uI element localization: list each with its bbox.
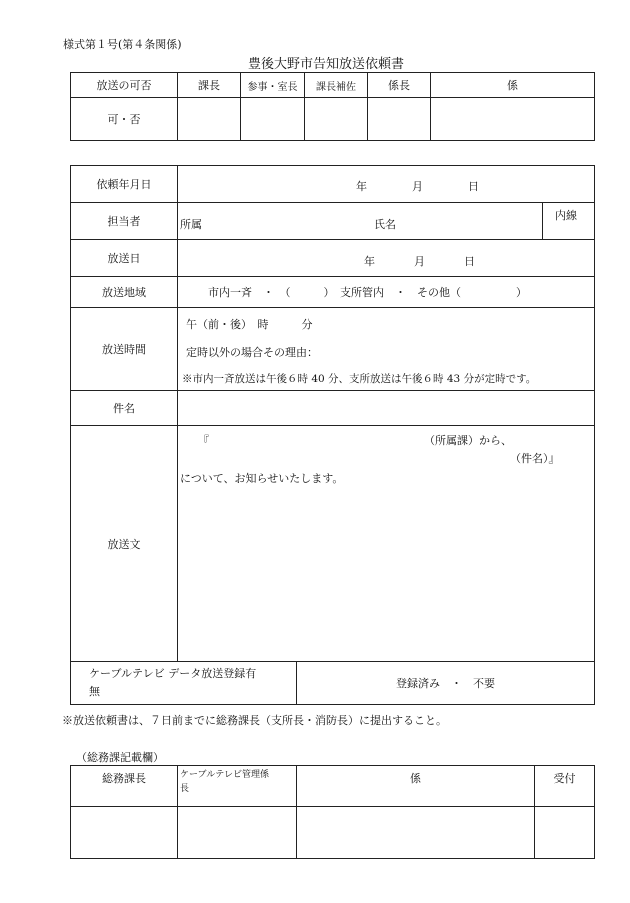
ext-label: 内線 xyxy=(555,209,577,222)
approval-table xyxy=(70,72,595,141)
page-title: 豊後大野市告知放送依頼書 xyxy=(248,57,405,72)
name-label: 氏名 xyxy=(374,218,396,231)
person-field[interactable] xyxy=(178,203,595,240)
approval-stamp-cell[interactable] xyxy=(368,98,431,141)
approval-header: 係長 xyxy=(368,73,431,98)
cable-label-cont: 無 xyxy=(89,685,100,698)
time-label: 放送時間 xyxy=(71,308,178,391)
text-label: 放送文 xyxy=(71,426,178,662)
area-label: 放送地域 xyxy=(71,277,178,308)
approval-header: 放送の可否 xyxy=(71,73,178,98)
approval-header: 参事・室長 xyxy=(241,73,305,98)
area-options: 市内一斉 ・ （ ） 支所管内 ・ その他（ ） xyxy=(208,286,527,299)
admin-header: 総務課長 xyxy=(71,766,178,807)
approval-stamp-cell[interactable] xyxy=(178,98,241,141)
admin-caption: （総務課記載欄） xyxy=(76,751,164,764)
approval-header: 課長 xyxy=(178,73,241,98)
ext-box[interactable] xyxy=(542,203,595,239)
subject-field[interactable] xyxy=(178,391,595,426)
admin-header: 受付 xyxy=(535,766,595,807)
request-date-field[interactable]: 年 月 日 xyxy=(178,166,595,203)
approval-header: 課長補佐 xyxy=(305,73,368,98)
time-line-2: 定時以外の場合その理由： xyxy=(186,346,318,359)
person-label: 担当者 xyxy=(71,203,178,240)
broadcast-date-label: 放送日 xyxy=(71,240,178,277)
cable-value[interactable]: 登録済み ・ 不要 xyxy=(297,662,595,705)
admin-table xyxy=(70,765,595,859)
cable-label: ケーブルテレビ データ放送登録有 xyxy=(89,667,257,680)
text-field[interactable]: 『 （所属課）から、 （件名）』 について、お知らせいたします。 xyxy=(178,426,595,662)
broadcast-date-field[interactable]: 年 月 日 xyxy=(178,240,595,277)
cable-label-cell xyxy=(71,662,297,705)
admin-stamp-cell[interactable] xyxy=(71,807,178,859)
dept-label: 所属 xyxy=(180,218,202,231)
time-line-1: 午（前・後） 時 分 xyxy=(186,318,313,331)
request-date-label: 依頼年月日 xyxy=(71,166,178,203)
request-table xyxy=(70,165,595,705)
subject-label: 件名 xyxy=(71,391,178,426)
admin-stamp-cell[interactable] xyxy=(535,807,595,859)
admin-header: 係 xyxy=(297,766,535,807)
area-field[interactable] xyxy=(178,277,595,308)
approval-stamp-cell[interactable] xyxy=(431,98,595,141)
time-note: ※市内一斉放送は午後６時 40 分、支所放送は午後６時 43 分が定時です。 xyxy=(182,373,537,385)
admin-header: ケーブルテレビ管理係 長 xyxy=(178,766,297,807)
form-id: 様式第１号(第４条関係) xyxy=(63,38,182,51)
time-field[interactable] xyxy=(178,308,595,391)
approval-stamp-cell[interactable] xyxy=(305,98,368,141)
admin-stamp-cell[interactable] xyxy=(178,807,297,859)
submission-notice: ※放送依頼書は、７日前までに総務課長（支所長・消防長）に提出すること。 xyxy=(62,714,447,727)
admin-stamp-cell[interactable] xyxy=(297,807,535,859)
approval-stamp-cell[interactable] xyxy=(241,98,305,141)
approval-header: 係 xyxy=(431,73,595,98)
approval-choice: 可・否 xyxy=(71,98,178,141)
